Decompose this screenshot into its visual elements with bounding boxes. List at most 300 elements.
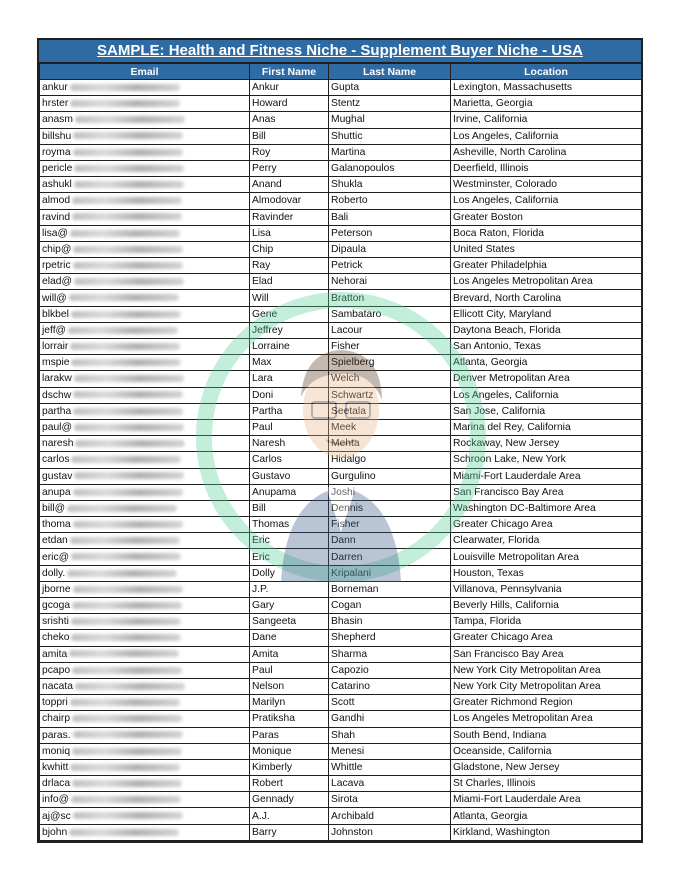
email-visible-text: eric@ — [42, 551, 70, 563]
email-visible-text: gcoga — [42, 600, 71, 612]
table-row — [40, 776, 642, 792]
email-cell — [40, 533, 250, 549]
last-name-cell: Shukla — [329, 177, 451, 193]
last-name-cell: Lacour — [329, 322, 451, 338]
last-name-cell: Sirota — [329, 792, 451, 808]
table-row — [40, 209, 642, 225]
location-cell: Beverly Hills, California — [451, 598, 642, 614]
email-visible-text: ankur — [42, 82, 68, 94]
last-name-cell: Menesi — [329, 743, 451, 759]
last-name-cell: Shuttic — [329, 128, 451, 144]
table-row — [40, 662, 642, 678]
location-cell: Irvine, California — [451, 112, 642, 128]
email-visible-text: thoma — [42, 519, 71, 531]
blurred-email-redaction — [72, 213, 182, 220]
email-visible-text: royma — [42, 146, 71, 158]
contacts-table — [39, 63, 642, 841]
blurred-email-redaction — [72, 667, 182, 674]
location-cell: Greater Chicago Area — [451, 630, 642, 646]
blurred-email-redaction — [72, 715, 182, 722]
email-cell — [40, 419, 250, 435]
email-cell — [40, 339, 250, 355]
first-name-cell: Paul — [250, 662, 329, 678]
email-visible-text: elad@ — [42, 276, 72, 288]
location-cell: Tampa, Florida — [451, 614, 642, 630]
location-cell: Ellicott City, Maryland — [451, 306, 642, 322]
email-cell — [40, 468, 250, 484]
last-name-cell: Lacava — [329, 776, 451, 792]
email-cell — [40, 711, 250, 727]
table-row — [40, 322, 642, 338]
location-cell: Daytona Beach, Florida — [451, 322, 642, 338]
table-row — [40, 808, 642, 824]
table-row — [40, 565, 642, 581]
last-name-cell: Peterson — [329, 225, 451, 241]
location-cell: Clearwater, Florida — [451, 533, 642, 549]
last-name-cell: Dann — [329, 533, 451, 549]
first-name-cell: Bill — [250, 128, 329, 144]
email-cell — [40, 306, 250, 322]
location-cell: San Antonio, Texas — [451, 339, 642, 355]
location-cell: St Charles, Illinois — [451, 776, 642, 792]
last-name-cell: Hidalgo — [329, 452, 451, 468]
last-name-cell: Welch — [329, 371, 451, 387]
last-name-cell: Dennis — [329, 500, 451, 516]
email-visible-text: larakw — [42, 373, 72, 385]
blurred-email-redaction — [73, 586, 183, 593]
last-name-cell: Bratton — [329, 290, 451, 306]
email-visible-text: info@ — [42, 794, 70, 806]
blurred-email-redaction — [72, 780, 182, 787]
table-row — [40, 468, 642, 484]
table-row — [40, 695, 642, 711]
email-visible-text: moniq — [42, 745, 71, 757]
table-row — [40, 403, 642, 419]
first-name-cell: Carlos — [250, 452, 329, 468]
last-name-cell: Scott — [329, 695, 451, 711]
email-cell — [40, 225, 250, 241]
blurred-email-redaction — [71, 456, 181, 463]
email-cell — [40, 500, 250, 516]
email-visible-text: cheko — [42, 632, 70, 644]
blurred-email-redaction — [72, 748, 182, 755]
column-header-first-name: First Name — [250, 64, 329, 80]
location-cell: Boca Raton, Florida — [451, 225, 642, 241]
email-visible-text: dolly. — [42, 567, 66, 579]
email-cell — [40, 743, 250, 759]
location-cell: San Jose, California — [451, 403, 642, 419]
table-row — [40, 80, 642, 96]
table-row — [40, 711, 642, 727]
last-name-cell: Nehorai — [329, 274, 451, 290]
blurred-email-redaction — [73, 246, 183, 253]
last-name-cell: Bali — [329, 209, 451, 225]
email-cell — [40, 96, 250, 112]
first-name-cell: Max — [250, 355, 329, 371]
blurred-email-redaction — [70, 537, 180, 544]
email-visible-text: jborne — [42, 583, 71, 595]
blurred-email-redaction — [74, 375, 184, 382]
email-cell — [40, 177, 250, 193]
last-name-cell: Gurgulino — [329, 468, 451, 484]
email-cell — [40, 290, 250, 306]
last-name-cell: Capozio — [329, 662, 451, 678]
table-row — [40, 225, 642, 241]
first-name-cell: Bill — [250, 500, 329, 516]
email-visible-text: etdan — [42, 535, 68, 547]
blurred-email-redaction — [70, 699, 180, 706]
first-name-cell: Marilyn — [250, 695, 329, 711]
blurred-email-redaction — [73, 812, 183, 819]
location-cell: Denver Metropolitan Area — [451, 371, 642, 387]
email-visible-text: aj@sc — [42, 810, 71, 822]
location-cell: Miami-Fort Lauderdale Area — [451, 792, 642, 808]
last-name-cell: Sambataro — [329, 306, 451, 322]
blurred-email-redaction — [74, 424, 184, 431]
table-row — [40, 112, 642, 128]
email-visible-text: mspie — [42, 357, 70, 369]
first-name-cell: Gennady — [250, 792, 329, 808]
last-name-cell: Whittle — [329, 759, 451, 775]
last-name-cell: Darren — [329, 549, 451, 565]
location-cell: Los Angeles, California — [451, 387, 642, 403]
email-visible-text: will@ — [42, 292, 67, 304]
column-header-email: Email — [40, 64, 250, 80]
email-visible-text: ravind — [42, 211, 71, 223]
blurred-email-redaction — [73, 132, 183, 139]
first-name-cell: Lorraine — [250, 339, 329, 355]
location-cell: Los Angeles Metropolitan Area — [451, 274, 642, 290]
email-cell — [40, 549, 250, 565]
location-cell: Villanova, Pennsylvania — [451, 581, 642, 597]
first-name-cell: Jeffrey — [250, 322, 329, 338]
email-cell — [40, 436, 250, 452]
email-cell — [40, 322, 250, 338]
location-cell: Los Angeles, California — [451, 193, 642, 209]
email-visible-text: paul@ — [42, 422, 72, 434]
email-visible-text: anasm — [42, 114, 73, 126]
first-name-cell: Dane — [250, 630, 329, 646]
column-header-last-name: Last Name — [329, 64, 451, 80]
email-cell — [40, 581, 250, 597]
blurred-email-redaction — [74, 472, 184, 479]
first-name-cell: Thomas — [250, 517, 329, 533]
last-name-cell: Spielberg — [329, 355, 451, 371]
first-name-cell: Gary — [250, 598, 329, 614]
table-row — [40, 144, 642, 160]
first-name-cell: A.J. — [250, 808, 329, 824]
blurred-email-redaction — [74, 278, 184, 285]
blurred-email-redaction — [70, 230, 180, 237]
header-row — [40, 64, 642, 80]
location-cell: Greater Richmond Region — [451, 695, 642, 711]
last-name-cell: Fisher — [329, 517, 451, 533]
last-name-cell: Joshi — [329, 484, 451, 500]
email-cell — [40, 452, 250, 468]
first-name-cell: J.P. — [250, 581, 329, 597]
blurred-email-redaction — [73, 391, 183, 398]
first-name-cell: Pratiksha — [250, 711, 329, 727]
location-cell: Washington DC-Baltimore Area — [451, 500, 642, 516]
blurred-email-redaction — [67, 505, 177, 512]
table-row — [40, 824, 642, 840]
email-visible-text: pericle — [42, 163, 73, 175]
location-cell: Miami-Fort Lauderdale Area — [451, 468, 642, 484]
first-name-cell: Elad — [250, 274, 329, 290]
email-cell — [40, 695, 250, 711]
data-sheet — [37, 38, 643, 843]
table-row — [40, 419, 642, 435]
first-name-cell: Anupama — [250, 484, 329, 500]
blurred-email-redaction — [70, 343, 180, 350]
first-name-cell: Howard — [250, 96, 329, 112]
blurred-email-redaction — [70, 84, 180, 91]
blurred-email-redaction — [75, 116, 185, 123]
location-cell: Asheville, North Carolina — [451, 144, 642, 160]
last-name-cell: Fisher — [329, 339, 451, 355]
location-cell: Greater Philadelphia — [451, 258, 642, 274]
email-cell — [40, 759, 250, 775]
blurred-email-redaction — [67, 570, 177, 577]
blurred-email-redaction — [71, 618, 181, 625]
location-cell: Westminster, Colorado — [451, 177, 642, 193]
last-name-cell: Johnston — [329, 824, 451, 840]
email-visible-text: carlos — [42, 454, 70, 466]
blurred-email-redaction — [71, 796, 181, 803]
table-row — [40, 160, 642, 176]
first-name-cell: Ray — [250, 258, 329, 274]
email-visible-text: chip@ — [42, 243, 72, 255]
email-visible-text: kwhitt — [42, 761, 69, 773]
email-visible-text: billshu — [42, 130, 72, 142]
first-name-cell: Eric — [250, 549, 329, 565]
email-cell — [40, 160, 250, 176]
first-name-cell: Barry — [250, 824, 329, 840]
table-row — [40, 241, 642, 257]
first-name-cell: Partha — [250, 403, 329, 419]
blurred-email-redaction — [74, 165, 184, 172]
location-cell: South Bend, Indiana — [451, 727, 642, 743]
email-visible-text: drlaca — [42, 778, 71, 790]
email-cell — [40, 614, 250, 630]
email-cell — [40, 678, 250, 694]
location-cell: Marietta, Georgia — [451, 96, 642, 112]
table-row — [40, 274, 642, 290]
first-name-cell: Chip — [250, 241, 329, 257]
blurred-email-redaction — [69, 829, 179, 836]
email-cell — [40, 387, 250, 403]
last-name-cell: Roberto — [329, 193, 451, 209]
last-name-cell: Borneman — [329, 581, 451, 597]
blurred-email-redaction — [72, 197, 182, 204]
email-visible-text: chairp — [42, 713, 71, 725]
email-visible-text: anupa — [42, 486, 71, 498]
email-visible-text: jeff@ — [42, 324, 67, 336]
email-cell — [40, 646, 250, 662]
last-name-cell: Schwartz — [329, 387, 451, 403]
email-visible-text: lisa@ — [42, 227, 68, 239]
blurred-email-redaction — [71, 359, 181, 366]
location-cell: Lexington, Massachusetts — [451, 80, 642, 96]
first-name-cell: Ravinder — [250, 209, 329, 225]
blurred-email-redaction — [71, 311, 181, 318]
blurred-email-redaction — [73, 262, 183, 269]
sheet-title: SAMPLE: Health and Fitness Niche - Supplement Buyer Niche - USA — [39, 40, 641, 63]
email-cell — [40, 403, 250, 419]
email-visible-text: toppri — [42, 697, 68, 709]
email-cell — [40, 371, 250, 387]
email-cell — [40, 792, 250, 808]
table-row — [40, 436, 642, 452]
email-cell — [40, 112, 250, 128]
first-name-cell: Monique — [250, 743, 329, 759]
email-cell — [40, 258, 250, 274]
table-row — [40, 387, 642, 403]
first-name-cell: Lisa — [250, 225, 329, 241]
blurred-email-redaction — [68, 327, 178, 334]
blurred-email-redaction — [71, 634, 181, 641]
table-row — [40, 581, 642, 597]
first-name-cell: Kimberly — [250, 759, 329, 775]
table-row — [40, 614, 642, 630]
location-cell: Atlanta, Georgia — [451, 808, 642, 824]
blurred-email-redaction — [69, 650, 179, 657]
email-visible-text: dschw — [42, 389, 72, 401]
email-cell — [40, 484, 250, 500]
table-row — [40, 646, 642, 662]
email-cell — [40, 274, 250, 290]
location-cell: San Francisco Bay Area — [451, 646, 642, 662]
first-name-cell: Doni — [250, 387, 329, 403]
first-name-cell: Will — [250, 290, 329, 306]
first-name-cell: Lara — [250, 371, 329, 387]
location-cell: Greater Boston — [451, 209, 642, 225]
table-row — [40, 549, 642, 565]
first-name-cell: Paul — [250, 419, 329, 435]
blurred-email-redaction — [75, 440, 185, 447]
first-name-cell: Roy — [250, 144, 329, 160]
table-row — [40, 177, 642, 193]
table-row — [40, 484, 642, 500]
blurred-email-redaction — [69, 294, 179, 301]
location-cell: Brevard, North Carolina — [451, 290, 642, 306]
last-name-cell: Gupta — [329, 80, 451, 96]
last-name-cell: Petrick — [329, 258, 451, 274]
last-name-cell: Seetala — [329, 403, 451, 419]
location-cell: Los Angeles, California — [451, 128, 642, 144]
table-row — [40, 96, 642, 112]
table-row — [40, 630, 642, 646]
location-cell: New York City Metropolitan Area — [451, 678, 642, 694]
email-cell — [40, 565, 250, 581]
last-name-cell: Meek — [329, 419, 451, 435]
first-name-cell: Nelson — [250, 678, 329, 694]
email-visible-text: lorrair — [42, 341, 69, 353]
email-visible-text: bjohn — [42, 826, 68, 838]
email-cell — [40, 727, 250, 743]
blurred-email-redaction — [72, 602, 182, 609]
first-name-cell: Sangeeta — [250, 614, 329, 630]
email-visible-text: amita — [42, 648, 68, 660]
last-name-cell: Kripalani — [329, 565, 451, 581]
email-cell — [40, 517, 250, 533]
last-name-cell: Bhasin — [329, 614, 451, 630]
location-cell: Rockaway, New Jersey — [451, 436, 642, 452]
table-row — [40, 371, 642, 387]
blurred-email-redaction — [74, 181, 184, 188]
location-cell: Marina del Rey, California — [451, 419, 642, 435]
email-visible-text: almod — [42, 195, 71, 207]
email-visible-text: srishti — [42, 616, 69, 628]
first-name-cell: Anas — [250, 112, 329, 128]
last-name-cell: Stentz — [329, 96, 451, 112]
last-name-cell: Cogan — [329, 598, 451, 614]
first-name-cell: Ankur — [250, 80, 329, 96]
last-name-cell: Dipaula — [329, 241, 451, 257]
table-row — [40, 759, 642, 775]
email-cell — [40, 80, 250, 96]
last-name-cell: Catarino — [329, 678, 451, 694]
last-name-cell: Martina — [329, 144, 451, 160]
blurred-email-redaction — [73, 521, 183, 528]
first-name-cell: Amita — [250, 646, 329, 662]
first-name-cell: Almodovar — [250, 193, 329, 209]
location-cell: Kirkland, Washington — [451, 824, 642, 840]
last-name-cell: Galanopoulos — [329, 160, 451, 176]
email-visible-text: paras. — [42, 729, 71, 741]
email-visible-text: naresh — [42, 438, 74, 450]
location-cell: Louisville Metropolitan Area — [451, 549, 642, 565]
email-visible-text: ashukl — [42, 179, 72, 191]
email-cell — [40, 209, 250, 225]
table-row — [40, 500, 642, 516]
email-visible-text: blkbel — [42, 308, 69, 320]
table-row — [40, 743, 642, 759]
email-visible-text: nacata — [42, 681, 73, 693]
first-name-cell: Robert — [250, 776, 329, 792]
last-name-cell: Mughal — [329, 112, 451, 128]
table-row — [40, 598, 642, 614]
email-cell — [40, 662, 250, 678]
table-row — [40, 355, 642, 371]
first-name-cell: Gene — [250, 306, 329, 322]
location-cell: Houston, Texas — [451, 565, 642, 581]
location-cell: Gladstone, New Jersey — [451, 759, 642, 775]
blurred-email-redaction — [73, 731, 183, 738]
table-row — [40, 533, 642, 549]
table-row — [40, 258, 642, 274]
location-cell: Schroon Lake, New York — [451, 452, 642, 468]
table-row — [40, 727, 642, 743]
email-cell — [40, 808, 250, 824]
column-header-location: Location — [451, 64, 642, 80]
location-cell: New York City Metropolitan Area — [451, 662, 642, 678]
first-name-cell: Gustavo — [250, 468, 329, 484]
email-cell — [40, 128, 250, 144]
email-cell — [40, 824, 250, 840]
email-visible-text: rpetric — [42, 260, 71, 272]
location-cell: Atlanta, Georgia — [451, 355, 642, 371]
location-cell: Deerfield, Illinois — [451, 160, 642, 176]
email-visible-text: hrster — [42, 98, 69, 110]
email-cell — [40, 193, 250, 209]
location-cell: San Francisco Bay Area — [451, 484, 642, 500]
email-cell — [40, 355, 250, 371]
table-row — [40, 339, 642, 355]
email-visible-text: bill@ — [42, 502, 66, 514]
last-name-cell: Mehta — [329, 436, 451, 452]
email-visible-text: gustav — [42, 470, 73, 482]
